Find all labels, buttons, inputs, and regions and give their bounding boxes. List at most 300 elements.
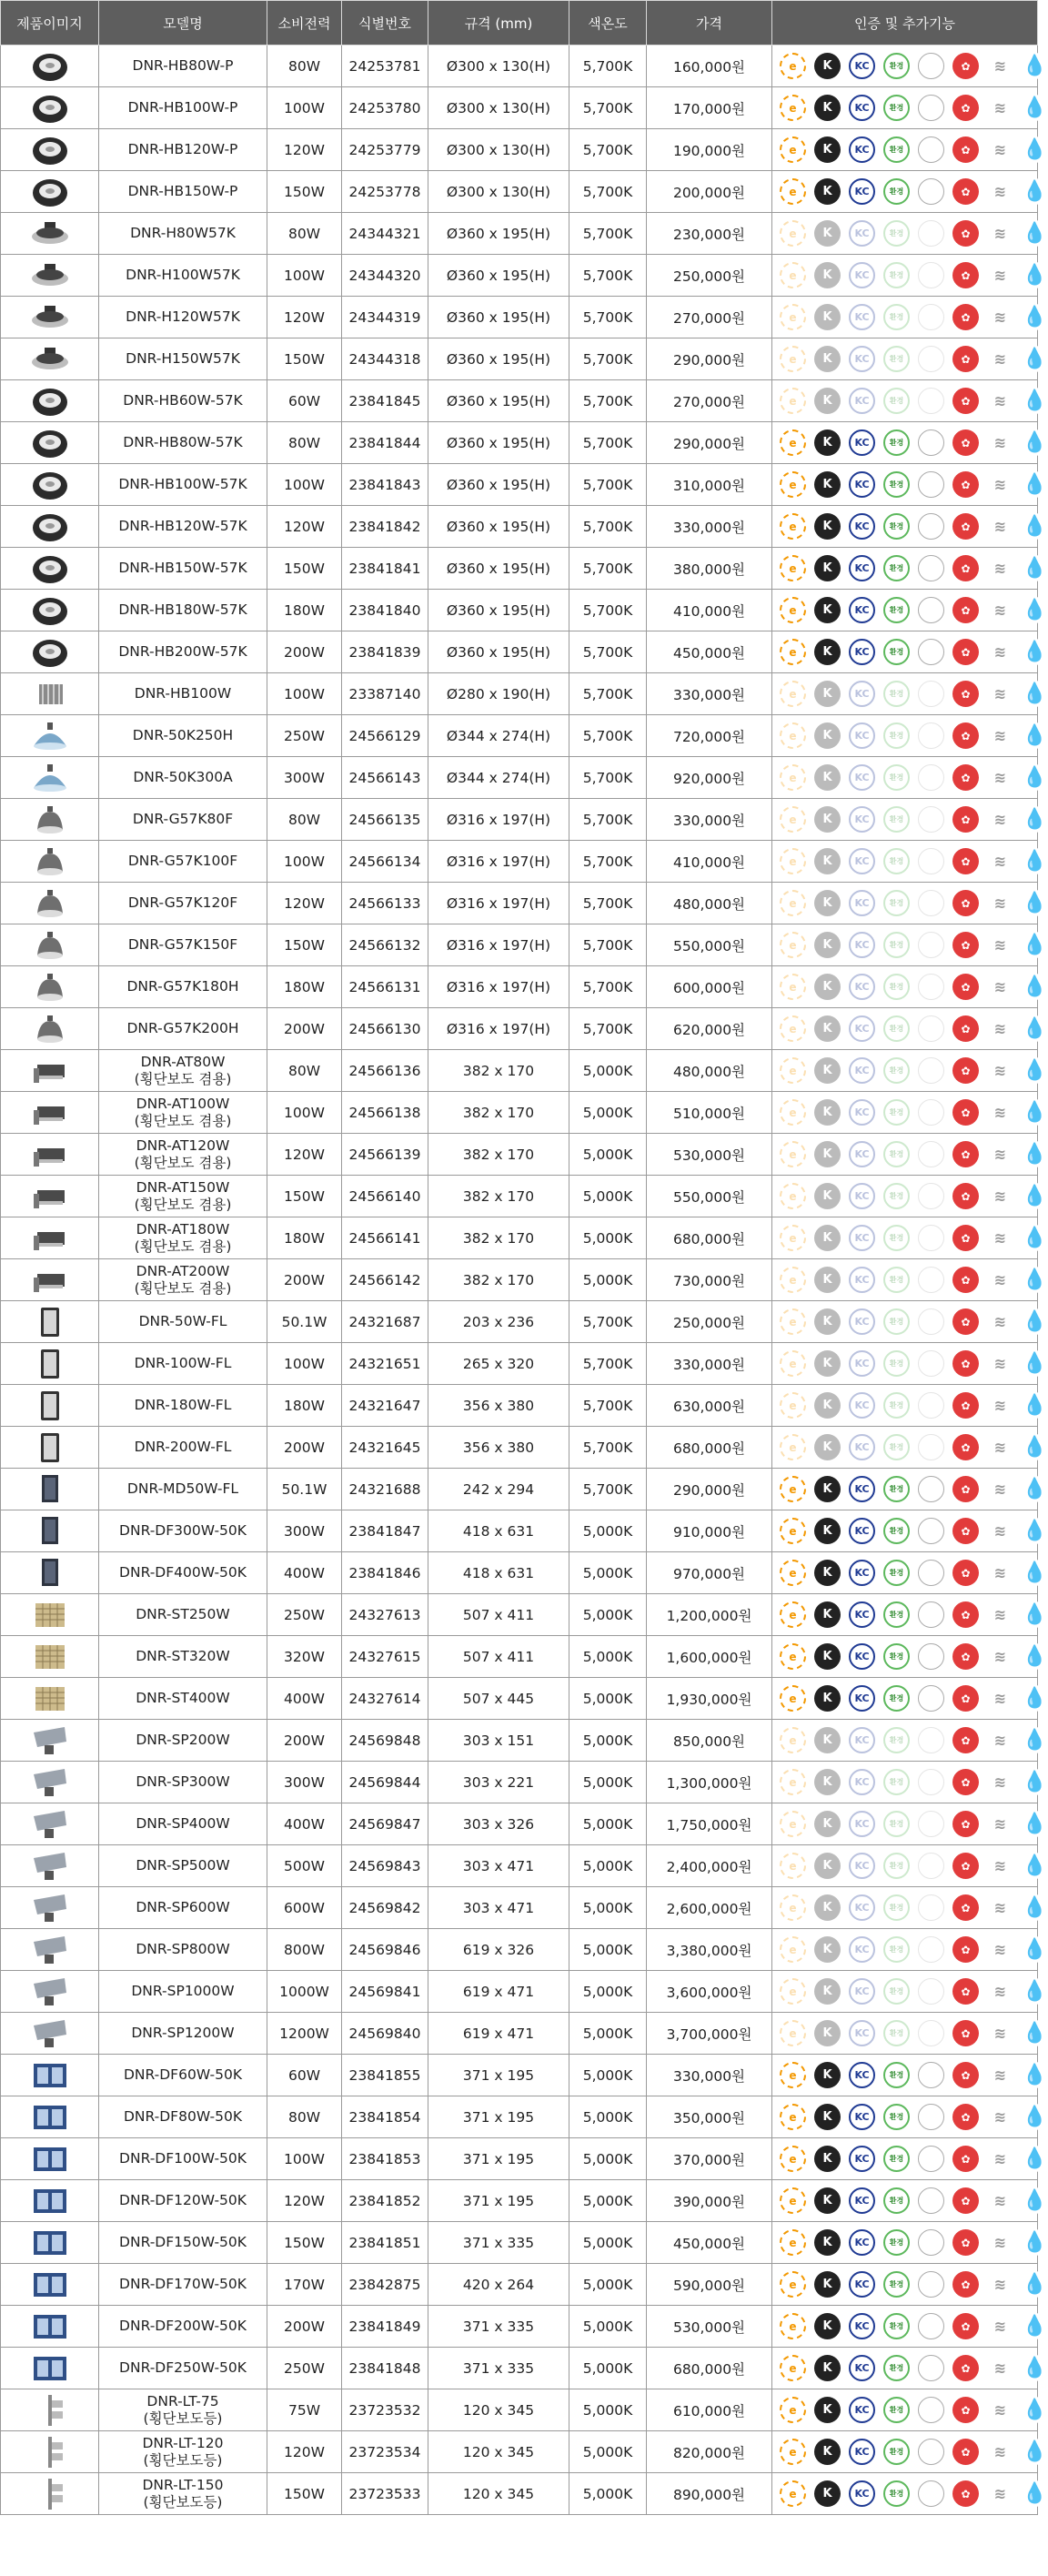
power-value: 250W [267,1594,342,1636]
product-image [1,2348,99,2389]
k-mark-icon: K [814,388,841,414]
size-value: Ø300 x 130(H) [428,171,569,213]
power-value: 120W [267,883,342,924]
power-value: 300W [267,757,342,799]
korea-emblem-icon [918,53,944,79]
korea-emblem-icon [918,974,944,1000]
size-value: 371 x 335 [428,2222,569,2264]
price-value: 160,000원 [647,45,772,87]
cert-badges [772,966,1048,1007]
size-value: Ø344 x 274(H) [428,757,569,799]
size-value: Ø280 x 190(H) [428,673,569,715]
wireless-icon: ≋ [987,1685,1013,1712]
table-row [1,548,1038,590]
eco-label-icon: 환경 [883,1225,910,1251]
product-image [1,757,99,799]
cert-cell [772,1971,1048,2013]
energy-efficiency-icon: e [780,53,806,79]
k-mark-icon: K [814,555,841,581]
id-value: 24569843 [342,1845,428,1887]
k-mark-icon: K [814,2062,841,2088]
col-header-price: 가격 [647,1,772,45]
grid-flood-icon [1,1636,98,1677]
korea-emblem-icon [918,136,944,163]
k-mark-icon: K [814,304,841,330]
k-mark-icon: K [814,2397,841,2423]
k-mark-icon: K [814,764,841,791]
angled-flood-icon [1,1803,98,1844]
korea-emblem-icon [918,2229,944,2256]
model-name: DNR-AT120W (횡단보도 겸용) [99,1134,267,1176]
product-image [1,966,99,1008]
energy-efficiency-icon: e [780,681,806,707]
product-image [1,631,99,673]
high-efficiency-icon: ✿ [952,2229,979,2256]
pole-light-icon [1,2473,98,2514]
table-row [1,2348,1038,2389]
size-value: 507 x 445 [428,1678,569,1720]
waterproof-icon: 💧 [1022,180,1048,203]
table-row [1,1552,1038,1594]
cct-value: 5,700K [569,129,647,171]
id-value: 23841849 [342,2306,428,2348]
waterproof-icon: 💧 [1022,1436,1048,1459]
cert-cell [772,1594,1048,1636]
wireless-icon: ≋ [987,1978,1013,2005]
k-mark-icon: K [814,178,841,205]
size-value: Ø300 x 130(H) [428,129,569,171]
model-name: DNR-ST400W [99,1678,267,1720]
kc-mark-icon: KC [849,932,875,958]
cert-cell [772,2096,1048,2138]
high-efficiency-icon: ✿ [952,2355,979,2381]
waterproof-icon: 💧 [1022,2231,1048,2254]
energy-efficiency-icon: e [780,1601,806,1628]
energy-efficiency-icon: e [780,1978,806,2005]
k-mark-icon: K [814,1811,841,1837]
eco-label-icon: 환경 [883,848,910,874]
waterproof-icon: 💧 [1022,1143,1048,1166]
kc-mark-icon: KC [849,1601,875,1628]
table-row [1,171,1038,213]
product-image [1,1510,99,1552]
power-value: 150W [267,2222,342,2264]
table-row [1,799,1038,841]
power-value: 320W [267,1636,342,1678]
size-value: Ø300 x 130(H) [428,45,569,87]
product-image [1,1971,99,2013]
price-value: 380,000원 [647,548,772,590]
waterproof-icon: 💧 [1022,1059,1048,1082]
size-value: 120 x 345 [428,2431,569,2473]
high-efficiency-icon: ✿ [952,1434,979,1460]
size-value: 203 x 236 [428,1301,569,1343]
model-name: DNR-SP1200W [99,2013,267,2055]
eco-label-icon: 환경 [883,890,910,916]
product-image [1,1845,99,1887]
grid-flood-icon [1,1594,98,1635]
eco-label-icon: 환경 [883,1518,910,1544]
cert-badges [772,422,1048,463]
size-value: 356 x 380 [428,1385,569,1427]
table-row [1,464,1038,506]
waterproof-icon: 💧 [1022,222,1048,245]
korea-emblem-icon [918,681,944,707]
power-value: 80W [267,422,342,464]
product-image [1,2306,99,2348]
waterproof-icon: 💧 [1022,1729,1048,1752]
id-value: 24344321 [342,213,428,255]
power-value: 150W [267,2473,342,2515]
angled-flood-icon [1,1845,98,1886]
k-mark-icon: K [814,2104,841,2130]
korea-emblem-icon [918,639,944,665]
energy-efficiency-icon: e [780,974,806,1000]
cert-cell [772,1343,1048,1385]
id-value: 24566133 [342,883,428,924]
size-value: Ø360 x 195(H) [428,422,569,464]
wireless-icon: ≋ [987,513,1013,540]
k-mark-icon: K [814,1601,841,1628]
wireless-icon: ≋ [987,1643,1013,1670]
korea-emblem-icon [918,346,944,372]
high-efficiency-icon: ✿ [952,1350,979,1377]
size-value: 382 x 170 [428,1134,569,1176]
power-value: 180W [267,1385,342,1427]
wireless-icon: ≋ [987,1936,1013,1963]
energy-efficiency-icon: e [780,2020,806,2046]
round-black-icon [1,129,98,170]
price-value: 250,000원 [647,255,772,297]
wireless-icon: ≋ [987,136,1013,163]
col-header-size: 규격 (mm) [428,1,569,45]
id-value: 24566140 [342,1176,428,1217]
k-mark-icon: K [814,597,841,623]
size-value: 120 x 345 [428,2389,569,2431]
wireless-icon: ≋ [987,2439,1013,2465]
product-image [1,2222,99,2264]
cert-cell [772,1762,1048,1803]
model-name: DNR-HB100W [99,673,267,715]
cert-cell [772,2473,1048,2515]
high-efficiency-icon: ✿ [952,555,979,581]
energy-efficiency-icon: e [780,513,806,540]
cert-cell [772,2389,1048,2431]
korea-emblem-icon [918,1769,944,1795]
panel-flood-icon [1,1301,98,1342]
power-value: 150W [267,924,342,966]
high-efficiency-icon: ✿ [952,639,979,665]
size-value: 303 x 326 [428,1803,569,1845]
angled-flood-icon [1,1720,98,1761]
k-mark-icon: K [814,848,841,874]
table-row [1,1762,1038,1803]
energy-efficiency-icon: e [780,890,806,916]
korea-emblem-icon [918,2480,944,2507]
k-mark-icon: K [814,2271,841,2298]
price-value: 620,000원 [647,1008,772,1050]
korea-emblem-icon [918,95,944,121]
eco-label-icon: 환경 [883,513,910,540]
power-value: 600W [267,1887,342,1929]
product-image [1,380,99,422]
size-value: Ø360 x 195(H) [428,255,569,297]
high-efficiency-icon: ✿ [952,974,979,1000]
energy-efficiency-icon: e [780,1853,806,1879]
high-efficiency-icon: ✿ [952,471,979,498]
k-mark-icon: K [814,1225,841,1251]
power-value: 100W [267,673,342,715]
k-mark-icon: K [814,1936,841,1963]
dark-flood-icon [1,1469,98,1510]
waterproof-icon: 💧 [1022,1101,1048,1124]
id-value: 24569844 [342,1762,428,1803]
kc-mark-icon: KC [849,346,875,372]
product-image [1,1887,99,1929]
blue-panel-icon [1,2180,98,2221]
korea-emblem-icon [918,555,944,581]
kc-mark-icon: KC [849,2313,875,2339]
k-mark-icon: K [814,95,841,121]
korea-emblem-icon [918,1308,944,1335]
cert-badges [772,1510,1048,1551]
korea-emblem-icon [918,220,944,247]
size-value: Ø360 x 195(H) [428,213,569,255]
wireless-icon: ≋ [987,1392,1013,1419]
id-value: 23841841 [342,548,428,590]
product-image [1,1301,99,1343]
cert-cell [772,1636,1048,1678]
product-image [1,1050,99,1092]
id-value: 24566143 [342,757,428,799]
eco-label-icon: 환경 [883,722,910,749]
size-value: Ø344 x 274(H) [428,715,569,757]
cct-value: 5,000K [569,1594,647,1636]
eco-label-icon: 환경 [883,555,910,581]
price-value: 270,000원 [647,297,772,338]
eco-label-icon: 환경 [883,2146,910,2172]
kc-mark-icon: KC [849,1434,875,1460]
energy-efficiency-icon: e [780,2439,806,2465]
cert-cell [772,129,1048,171]
price-value: 2,600,000원 [647,1887,772,1929]
id-value: 24321647 [342,1385,428,1427]
cct-value: 5,000K [569,1720,647,1762]
energy-efficiency-icon: e [780,1894,806,1921]
id-value: 24344318 [342,338,428,380]
waterproof-icon: 💧 [1022,1520,1048,1542]
product-image [1,2055,99,2096]
k-mark-icon: K [814,1183,841,1209]
model-name: DNR-G57K150F [99,924,267,966]
waterproof-icon: 💧 [1022,1352,1048,1375]
korea-emblem-icon [918,932,944,958]
energy-efficiency-icon: e [780,1057,806,1084]
eco-label-icon: 환경 [883,1057,910,1084]
cct-value: 5,000K [569,1050,647,1092]
power-value: 300W [267,1762,342,1803]
price-value: 2,400,000원 [647,1845,772,1887]
power-value: 75W [267,2389,342,2431]
price-value: 910,000원 [647,1510,772,1552]
high-efficiency-icon: ✿ [952,1894,979,1921]
cert-badges [772,799,1048,840]
kc-mark-icon: KC [849,2439,875,2465]
cct-value: 5,700K [569,757,647,799]
wireless-icon: ≋ [987,1015,1013,1042]
product-image [1,1469,99,1510]
id-value: 24566130 [342,1008,428,1050]
table-row [1,1971,1038,2013]
size-value: 507 x 411 [428,1594,569,1636]
product-image [1,87,99,129]
model-name: DNR-HB100W-P [99,87,267,129]
waterproof-icon: 💧 [1022,599,1048,621]
cert-cell [772,1720,1048,1762]
cert-badges [772,1050,1048,1091]
energy-efficiency-icon: e [780,471,806,498]
power-value: 250W [267,715,342,757]
blue-panel-icon [1,2096,98,2137]
high-efficiency-icon: ✿ [952,1392,979,1419]
bell-icon [1,1008,98,1049]
cert-badges [772,2348,1048,2389]
product-image [1,2013,99,2055]
wireless-icon: ≋ [987,471,1013,498]
eco-label-icon: 환경 [883,2020,910,2046]
wireless-icon: ≋ [987,1601,1013,1628]
waterproof-icon: 💧 [1022,264,1048,287]
eco-label-icon: 환경 [883,1853,910,1879]
high-efficiency-icon: ✿ [952,806,979,833]
cert-cell [772,1217,1048,1259]
cert-badges [772,1720,1048,1761]
high-efficiency-icon: ✿ [952,1643,979,1670]
product-image [1,171,99,213]
cert-badges [772,590,1048,631]
size-value: 303 x 471 [428,1845,569,1887]
table-row [1,1510,1038,1552]
eco-label-icon: 환경 [883,388,910,414]
cct-value: 5,700K [569,1008,647,1050]
id-value: 24566132 [342,924,428,966]
waterproof-icon: 💧 [1022,2440,1048,2463]
cct-value: 5,000K [569,1929,647,1971]
high-efficiency-icon: ✿ [952,2313,979,2339]
waterproof-icon: 💧 [1022,2482,1048,2505]
cct-value: 5,700K [569,87,647,129]
model-name: DNR-HB180W-57K [99,590,267,631]
wireless-icon: ≋ [987,346,1013,372]
price-value: 970,000원 [647,1552,772,1594]
product-image [1,1762,99,1803]
price-value: 530,000원 [647,2306,772,2348]
table-row [1,883,1038,924]
eco-label-icon: 환경 [883,1350,910,1377]
korea-emblem-icon [918,304,944,330]
price-value: 410,000원 [647,841,772,883]
cct-value: 5,700K [569,548,647,590]
waterproof-icon: 💧 [1022,1938,1048,1961]
waterproof-icon: 💧 [1022,724,1048,747]
eco-label-icon: 환경 [883,2229,910,2256]
korea-emblem-icon [918,1685,944,1712]
cert-badges [772,1552,1048,1593]
wireless-icon: ≋ [987,1894,1013,1921]
high-efficiency-icon: ✿ [952,1476,979,1502]
price-value: 510,000원 [647,1092,772,1134]
power-value: 150W [267,171,342,213]
model-name: DNR-AT80W (횡단보도 겸용) [99,1050,267,1092]
kc-mark-icon: KC [849,1057,875,1084]
energy-efficiency-icon: e [780,136,806,163]
cct-value: 5,000K [569,2473,647,2515]
model-name: DNR-HB120W-P [99,129,267,171]
bell-icon [1,841,98,882]
price-value: 290,000원 [647,338,772,380]
id-value: 23841847 [342,1510,428,1552]
wireless-icon: ≋ [987,388,1013,414]
cert-cell [772,1050,1048,1092]
cert-cell [772,715,1048,757]
size-value: Ø360 x 195(H) [428,506,569,548]
cct-value: 5,700K [569,715,647,757]
energy-efficiency-icon: e [780,1141,806,1167]
product-image [1,673,99,715]
id-value: 24253780 [342,87,428,129]
table-row [1,1678,1038,1720]
round-black-icon [1,87,98,128]
wireless-icon: ≋ [987,1769,1013,1795]
wireless-icon: ≋ [987,429,1013,456]
k-mark-icon: K [814,1643,841,1670]
eco-label-icon: 환경 [883,1643,910,1670]
size-value: 371 x 195 [428,2055,569,2096]
waterproof-icon: 💧 [1022,1561,1048,1584]
high-efficiency-icon: ✿ [952,1853,979,1879]
id-value: 23387140 [342,673,428,715]
cct-value: 5,000K [569,2180,647,2222]
id-value: 24569841 [342,1971,428,2013]
waterproof-icon: 💧 [1022,515,1048,538]
energy-efficiency-icon: e [780,639,806,665]
price-value: 610,000원 [647,2389,772,2431]
energy-efficiency-icon: e [780,304,806,330]
size-value: 371 x 335 [428,2348,569,2389]
power-value: 500W [267,1845,342,1887]
product-image [1,1720,99,1762]
eco-label-icon: 환경 [883,1601,910,1628]
product-image [1,799,99,841]
cert-cell [772,2306,1048,2348]
korea-emblem-icon [918,262,944,288]
power-value: 400W [267,1678,342,1720]
size-value: Ø316 x 197(H) [428,924,569,966]
cert-badges [772,1845,1048,1886]
cct-value: 5,000K [569,1971,647,2013]
product-image [1,213,99,255]
price-value: 3,380,000원 [647,1929,772,1971]
cct-value: 5,700K [569,799,647,841]
panel-flood-icon [1,1427,98,1468]
table-row [1,1427,1038,1469]
size-value: Ø316 x 197(H) [428,966,569,1008]
waterproof-icon: 💧 [1022,1310,1048,1333]
model-name: DNR-AT180W (횡단보도 겸용) [99,1217,267,1259]
id-value: 24569847 [342,1803,428,1845]
cert-cell [772,297,1048,338]
cert-badges [772,631,1048,672]
